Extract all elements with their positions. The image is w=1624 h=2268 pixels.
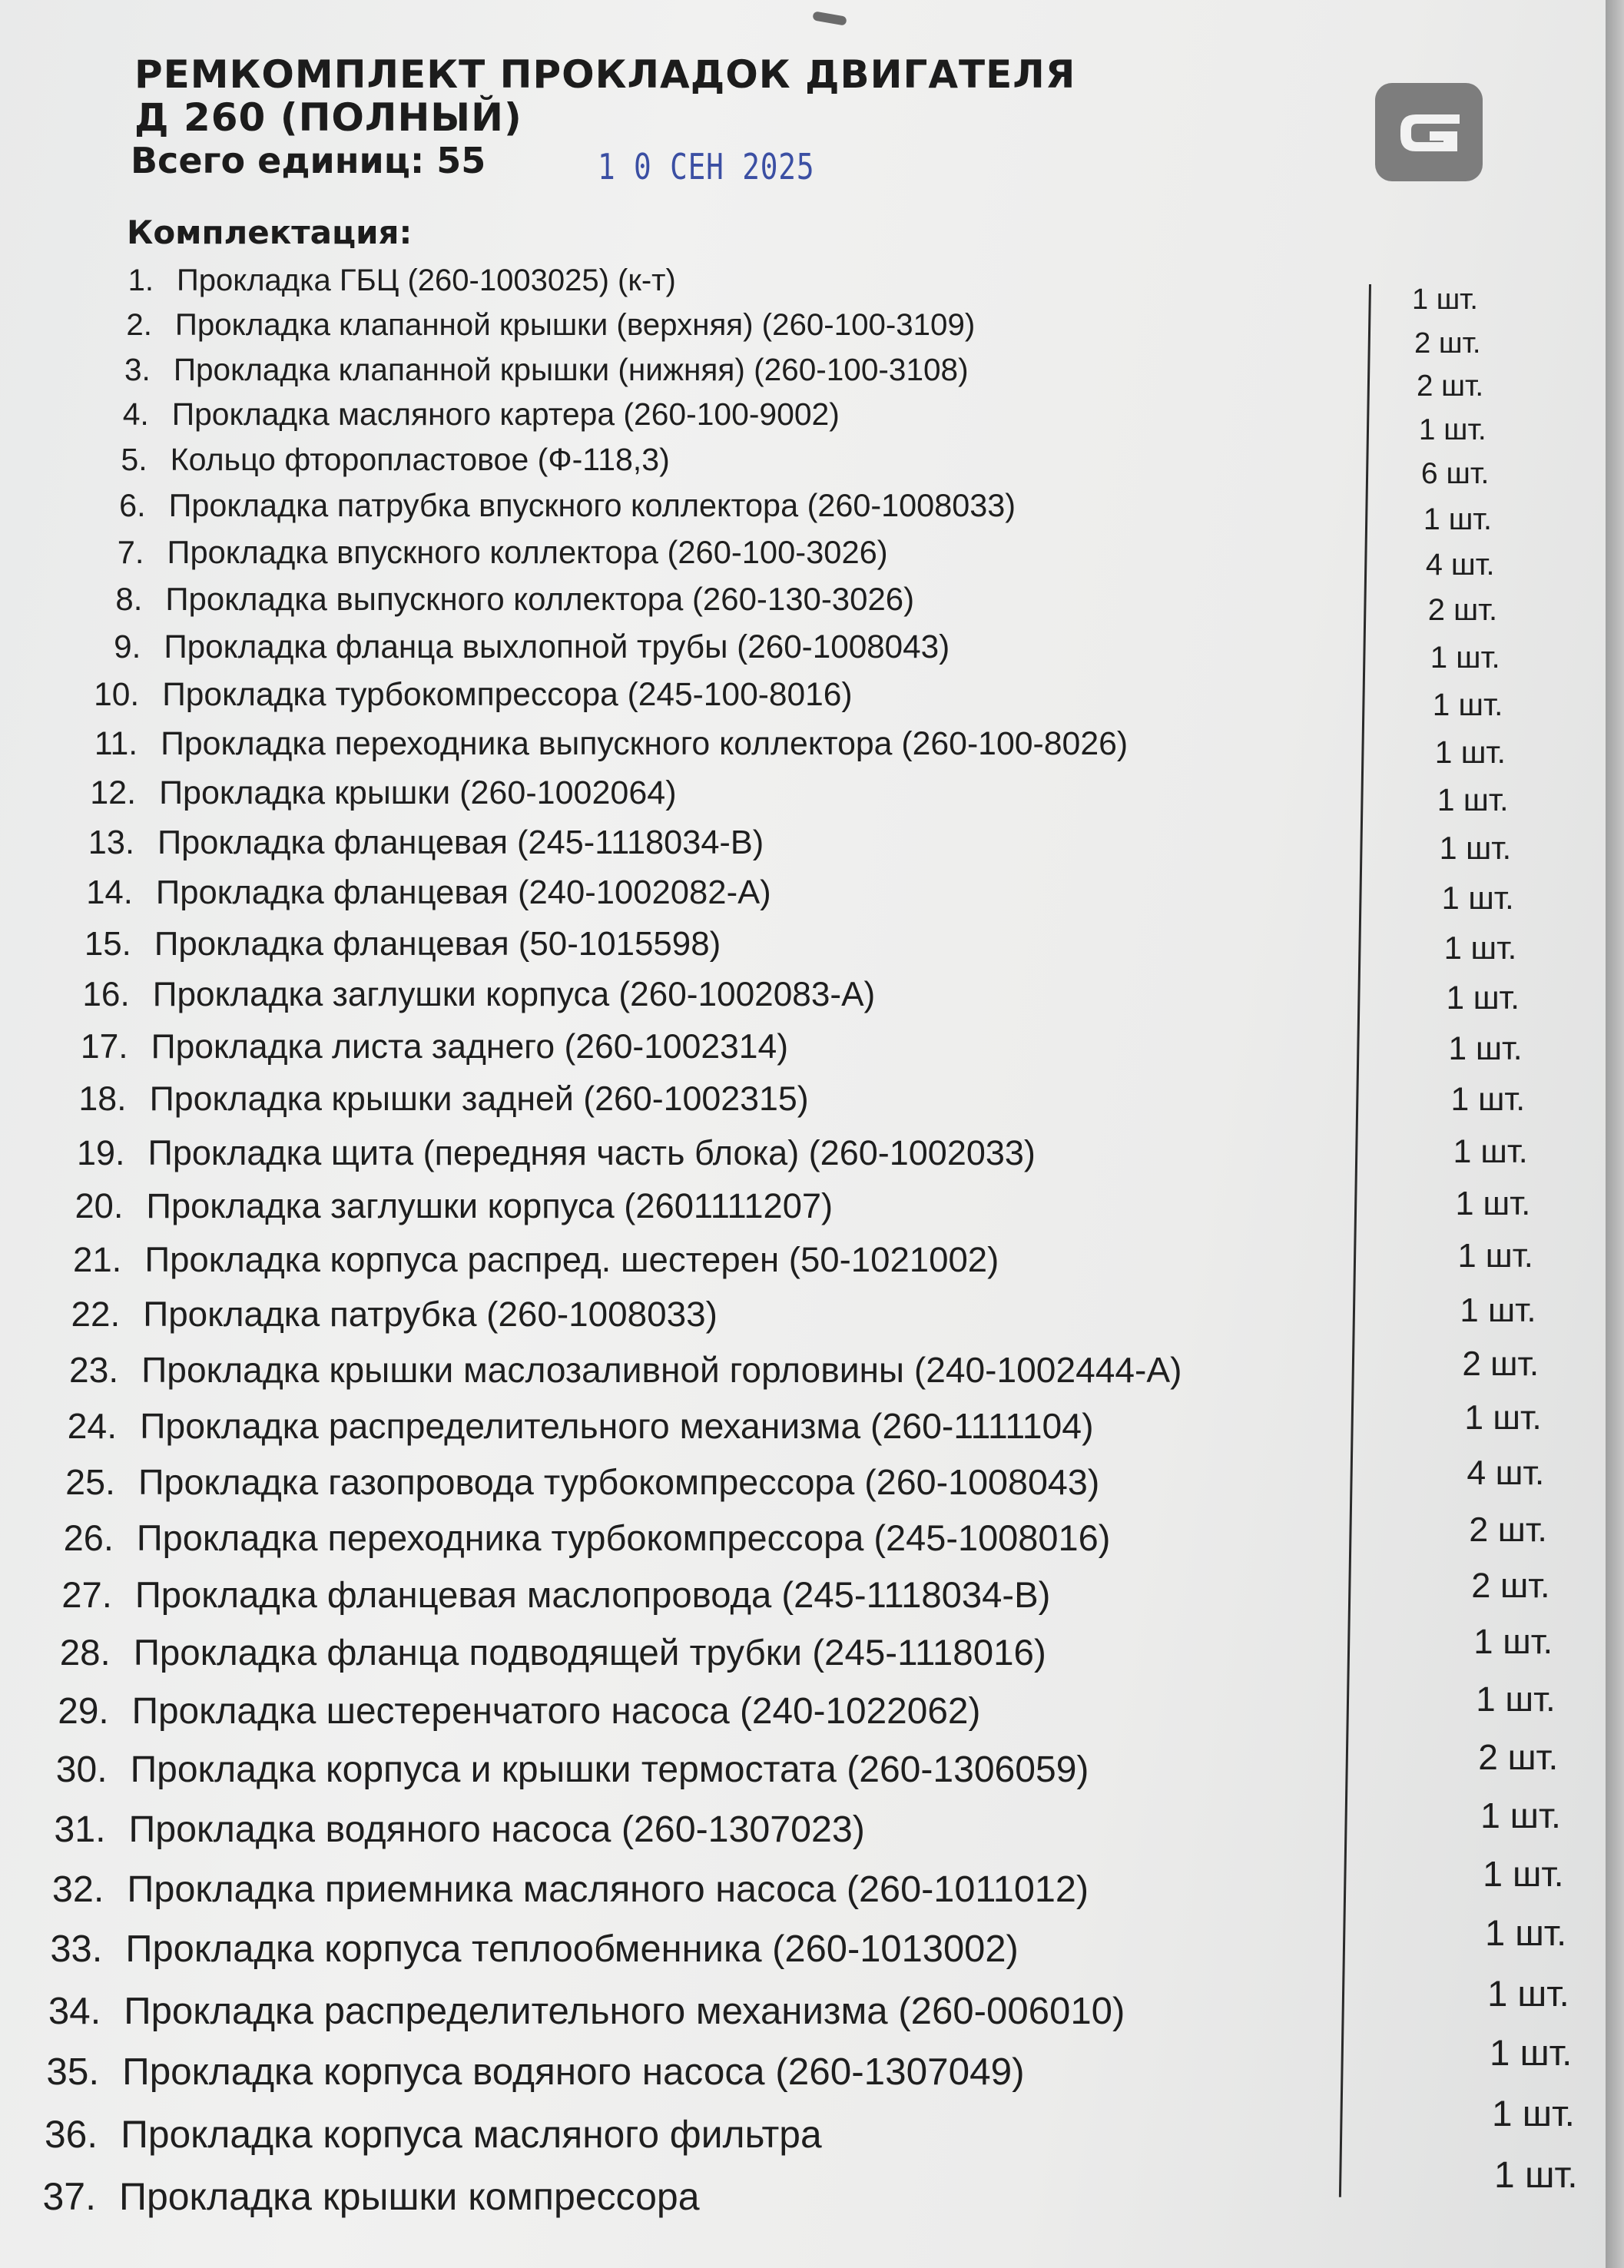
date-stamp: 1 0 СЕН 2025: [598, 146, 815, 187]
item-name: Прокладка корпуса масляного фильтра: [121, 2112, 822, 2156]
item-number: 6.: [119, 487, 146, 523]
item-number: 36.: [44, 2112, 98, 2156]
item-name: Прокладка щита (передняя часть блока) (260-1002033): [147, 1132, 1036, 1172]
item-quantity: 6 шт.: [1420, 457, 1490, 491]
item-name: Прокладка корпуса распред. шестерен (50-1021002): [144, 1240, 999, 1280]
item-quantity: 1 шт.: [1490, 2033, 1573, 2074]
item-number: 25.: [65, 1461, 115, 1502]
item-name: Прокладка ГБЦ (260-1003025) (к-т): [177, 264, 676, 297]
item-name: Прокладка фланцевая (240-1002082-А): [155, 874, 771, 911]
item-number: 9.: [114, 628, 141, 665]
item-name: Прокладка корпуса и крышки термостата (260-1306059): [130, 1749, 1089, 1791]
item-number: 35.: [46, 2051, 100, 2094]
item-name: Прокладка корпуса теплообменника (260-1013002): [125, 1928, 1019, 1971]
item-quantity: 1 шт.: [1464, 1399, 1542, 1437]
item-name: Прокладка крышки задней (260-1002315): [149, 1079, 809, 1118]
item-number: 20.: [75, 1186, 124, 1225]
item-number: 21.: [73, 1240, 122, 1280]
item-quantity: 1 шт.: [1448, 1030, 1523, 1066]
item-quantity: 1 шт.: [1485, 1913, 1567, 1954]
item-name: Прокладка крышки (260-1002064): [159, 774, 677, 811]
item-name: Прокладка турбокомпрессора (245-100-8016): [162, 676, 853, 713]
item-name: Прокладка фланцевая маслопровода (245-1118034-В): [134, 1575, 1051, 1616]
item-name: Прокладка листа заднего (260-1002314): [151, 1027, 788, 1066]
item-quantity: 1 шт.: [1494, 2155, 1578, 2196]
item-name: Прокладка масляного картера (260-100-9002): [171, 396, 840, 433]
item-number: 33.: [50, 1928, 103, 1971]
item-name: Прокладка переходника выпускного коллектора (260-100-8026): [161, 725, 1129, 763]
item-number: 31.: [54, 1809, 106, 1851]
item-name: Прокладка водяного насоса (260-1307023): [128, 1809, 865, 1851]
item-name: Прокладка патрубка (260-1008033): [143, 1294, 718, 1334]
item-quantity: 4 шт.: [1467, 1454, 1545, 1492]
item-name: Прокладка клапанной крышки (верхняя) (260-100-3109): [174, 307, 976, 342]
item-quantity: 4 шт.: [1425, 547, 1495, 582]
item-name: Прокладка распределительного механизма (260-006010): [124, 1989, 1125, 2032]
item-number: 29.: [58, 1690, 109, 1732]
item-name: Прокладка приемника масляного насоса (260-1011012): [127, 1868, 1089, 1911]
item-name: Прокладка фланцевая (50-1015598): [154, 924, 721, 963]
item-number: 4.: [122, 396, 149, 433]
item-name: Прокладка крышки маслозаливной горловины (240-1002444-А): [141, 1350, 1182, 1391]
item-number: 26.: [63, 1518, 114, 1559]
item-number: 32.: [51, 1868, 104, 1911]
item-quantity: 1 шт.: [1492, 2094, 1575, 2135]
item-number: 13.: [88, 824, 134, 861]
item-name: Прокладка переходника турбокомпрессора (245-1008016): [136, 1518, 1111, 1559]
item-quantity: 1 шт.: [1446, 979, 1520, 1016]
item-quantity: 2 шт.: [1416, 369, 1484, 403]
item-number: 30.: [55, 1749, 108, 1791]
item-quantity: 1 шт.: [1455, 1185, 1531, 1222]
item-number: 10.: [94, 676, 140, 713]
item-quantity: 1 шт.: [1473, 1622, 1553, 1662]
item-name: Прокладка фланца выхлопной трубы (260-1008043): [164, 628, 950, 665]
contents-heading: Комплектация:: [127, 214, 413, 251]
item-quantity: 2 шт.: [1478, 1737, 1559, 1778]
document-title-line2: Д 260 (ПОЛНЫЙ): [134, 95, 522, 140]
item-number: 28.: [59, 1633, 111, 1674]
item-number: 18.: [78, 1079, 127, 1118]
item-name: Прокладка заглушки корпуса (2601111207): [146, 1186, 834, 1225]
item-quantity: 2 шт.: [1469, 1509, 1547, 1549]
item-quantity: 1 шт.: [1443, 929, 1517, 966]
item-number: 11.: [94, 725, 138, 763]
item-quantity: 1 шт.: [1476, 1679, 1556, 1719]
item-name: Прокладка корпуса водяного насоса (260-1307049): [122, 2051, 1025, 2094]
item-quantity: 1 шт.: [1480, 1795, 1561, 1835]
item-number: 19.: [76, 1132, 125, 1172]
item-number: 8.: [115, 581, 143, 618]
item-quantity: 1 шт.: [1453, 1132, 1528, 1170]
item-number: 17.: [80, 1027, 128, 1066]
item-number: 24.: [67, 1405, 118, 1446]
item-number: 27.: [61, 1575, 112, 1616]
item-quantity: 1 шт.: [1483, 1854, 1564, 1895]
item-number: 1.: [128, 264, 154, 297]
item-number: 22.: [71, 1294, 121, 1334]
item-quantity: 1 шт.: [1457, 1238, 1533, 1275]
item-name: Прокладка клапанной крышки (нижняя) (260-100-3108): [173, 351, 969, 387]
total-units: Всего единиц: 55: [131, 140, 486, 181]
item-name: Прокладка патрубка впускного коллектора (260-1008033): [168, 487, 1016, 523]
item-number: 37.: [42, 2175, 96, 2218]
item-number: 2.: [126, 307, 152, 342]
item-name: Прокладка заглушки корпуса (260-1002083-А): [152, 976, 876, 1014]
item-quantity: 2 шт.: [1427, 593, 1498, 628]
item-number: 16.: [82, 976, 130, 1014]
item-name: Прокладка фланцевая (245-1118034-В): [157, 824, 764, 861]
item-quantity: 2 шт.: [1471, 1565, 1550, 1605]
item-quantity: 1 шт.: [1437, 782, 1509, 818]
document-title-line1: РЕМКОМПЛЕКТ ПРОКЛАДОК ДВИГАТЕЛЯ: [134, 52, 1076, 97]
item-number: 3.: [124, 351, 151, 387]
item-name: Прокладка газопровода турбокомпрессора (260-1008043): [138, 1461, 1100, 1502]
item-name: Прокладка выпускного коллектора (260-130-3026): [165, 581, 915, 618]
item-number: 7.: [117, 534, 144, 571]
item-quantity: 1 шт.: [1450, 1081, 1526, 1119]
item-quantity: 1 шт.: [1487, 1972, 1569, 2014]
item-name: Прокладка впускного коллектора (260-100-3026): [167, 534, 888, 571]
item-quantity: 1 шт.: [1418, 413, 1486, 446]
item-number: 23.: [69, 1350, 119, 1391]
item-quantity: 1 шт.: [1434, 734, 1506, 770]
item-name: Прокладка крышки компрессора: [119, 2175, 700, 2218]
item-quantity: 1 шт.: [1430, 639, 1500, 675]
item-name: Прокладка шестеренчатого насоса (240-1022062): [131, 1690, 981, 1732]
item-quantity: 1 шт.: [1423, 502, 1492, 536]
item-quantity: 1 шт.: [1432, 686, 1503, 722]
item-name: Прокладка фланца подводящей трубки (245-1118016): [133, 1633, 1046, 1674]
item-number: 14.: [86, 874, 133, 911]
item-number: 5.: [121, 442, 147, 478]
item-number: 12.: [90, 774, 137, 811]
item-number: 34.: [48, 1989, 101, 2032]
item-name: Кольцо фторопластовое (Ф-118,3): [170, 442, 670, 478]
item-name: Прокладка распределительного механизма (260-1111104): [140, 1405, 1094, 1446]
item-quantity: 1 шт.: [1439, 831, 1512, 867]
item-quantity: 1 шт.: [1412, 284, 1478, 316]
item-quantity: 1 шт.: [1460, 1291, 1536, 1329]
item-quantity: 2 шт.: [1462, 1345, 1539, 1383]
item-number: 15.: [84, 924, 131, 963]
item-quantity: 1 шт.: [1441, 880, 1514, 917]
item-quantity: 2 шт.: [1414, 326, 1481, 360]
